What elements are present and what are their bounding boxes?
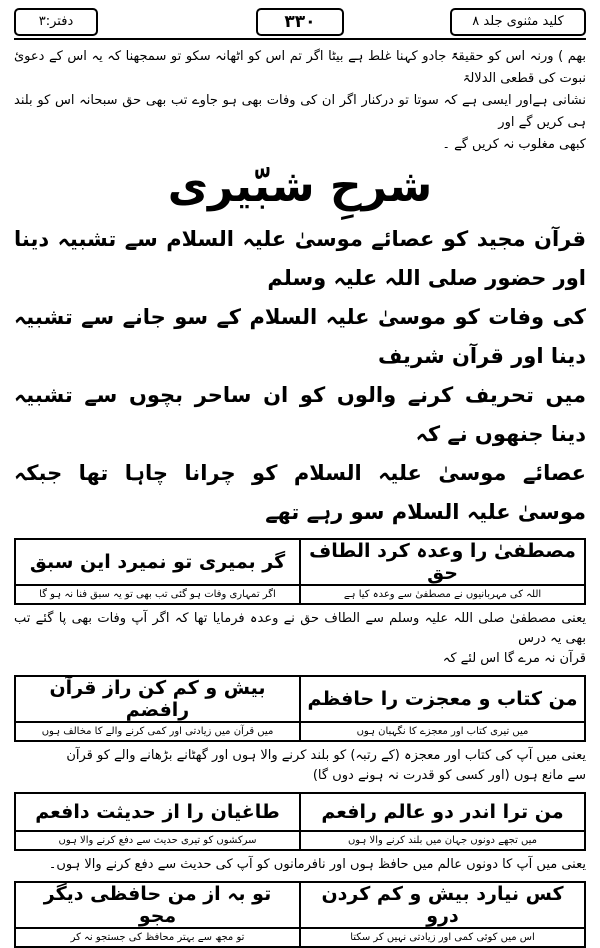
page-header [14, 8, 586, 40]
verse-gloss: یعنی میں آپ کا دونوں عالم میں حافظ ہوں اور نافرمانوں کو آپ کی حدیث سے دفع کرنے والا ہوں۔ [48, 857, 586, 872]
verse-table [14, 538, 586, 605]
verse-table [14, 792, 586, 851]
verse-left-translation: سرکشوں کو تیری حدیث سے دفع کرنے والا ہوں [15, 831, 300, 850]
intro-line: کبھی مغلوب نہ کریں گے ۔ [442, 137, 586, 152]
verse-gloss: سے مانع ہوں (اور کسی کو قدرت نہ ہونے دوں گا) [312, 768, 586, 783]
verse-right-translation: اللہ کی مہربانیوں نے مصطفیٰ سے وعدہ کیا ہے [300, 585, 585, 604]
verse-right-translation: میں تجھے دونوں جہان میں بلند کرنے والا ہوں [300, 831, 585, 850]
book-title-box: کلید مثنوی جلد ۸ [450, 8, 586, 36]
intro-paragraph [14, 46, 586, 156]
verse-table [14, 675, 586, 742]
verse-left-hemistich: تو بہ از من حافظی دیگر مجو [15, 882, 300, 928]
verse-right-hemistich: مصطفیٰ را وعدہ کرد الطاف حق [300, 539, 585, 585]
intro-line: بھم ) ورنہ اس کو حقیقۃً جادو کہنا غلط ہے بیٹا اگر تم اس کو اٹھانہ سکو تو سمجھنا کہ یہ اس کے دعویٔ نبوت کی قطعی الدلالۃ [14, 49, 586, 86]
verse-left-hemistich: بیش و کم کن راز قرآن رافضم [15, 676, 300, 722]
page-number: ۳۳۰ [256, 8, 344, 36]
verse-left-translation: میں قرآن میں زیادتی اور کمی کرنے والے کا مخالف ہوں [15, 722, 300, 741]
verse-left-translation: تو مجھ سے بہتر محافظ کی جستجو نہ کر [15, 928, 300, 947]
volume-label: دفتر:۳ [14, 8, 98, 36]
commentary-body [14, 220, 586, 532]
intro-line: نشانی ہےاور ایسی ہے کہ سوتا تو درکنار اگر ان کی وفات بھی ہو جاوے تب بھی حق سبحانہ اس کو بلند ہی کریں گے اور [14, 93, 586, 130]
verse-gloss: قرآن نہ مرے گا اس لئے کہ [442, 651, 586, 666]
verse-left-translation: اگر تمہاری وفات ہو گئی تب بھی تو یہ سبق فنا نہ ہو گا [15, 585, 300, 604]
verse-right-hemistich: من کتاب و معجزت را حافظم [300, 676, 585, 722]
verse-left-hemistich: طاغیان را از حدیثت دافعم [15, 793, 300, 831]
verse-right-hemistich: کس نیارد بیش و کم کردن درو [300, 882, 585, 928]
verse-left-hemistich: گر بمیری تو نمیرد این سبق [15, 539, 300, 585]
verse-table [14, 881, 586, 948]
verse-gloss: یعنی میں آپ کی کتاب اور معجزہ (کے رتبہ) کو بلند کرنے والا ہوں اور گھٹانے بڑھانے والے کو قرآن [66, 748, 586, 763]
section-title: شرحِ شبّیری [167, 161, 433, 212]
verse-right-translation: اس میں کوئی کمی اور زیادتی نہیں کر سکتا [300, 928, 585, 947]
header-rule [14, 38, 586, 40]
verse-right-hemistich: من ترا اندر دو عالم رافعم [300, 793, 585, 831]
page [14, 8, 586, 943]
body-line: کی وفات کو موسیٰ علیہ السلام کے سو جانے سے تشبیہ دینا اور قرآن شریف [14, 305, 586, 368]
body-line: قرآن مجید کو عصائے موسیٰ علیہ السلام سے تشبیہ دینا اور حضور صلی اللہ علیہ وسلم [14, 227, 586, 290]
verse-right-translation: میں تیری کتاب اور معجزے کا نگہبان ہوں [300, 722, 585, 741]
body-line: میں تحریف کرنے والوں کو ان ساحر بچوں سے تشبیہ دینا جنھوں نے کہ [14, 383, 586, 446]
body-line: عصائے موسیٰ علیہ السلام کو چرانا چاہا تھا جبکہ موسیٰ علیہ السلام سو رہے تھے [14, 461, 586, 524]
verse-gloss: یعنی مصطفیٰ صلی اللہ علیہ وسلم سے الطاف حق نے وعدہ فرمایا تھا کہ اگر آپ وفات بھی پا گئے تب بھی یہ درس [14, 611, 586, 646]
